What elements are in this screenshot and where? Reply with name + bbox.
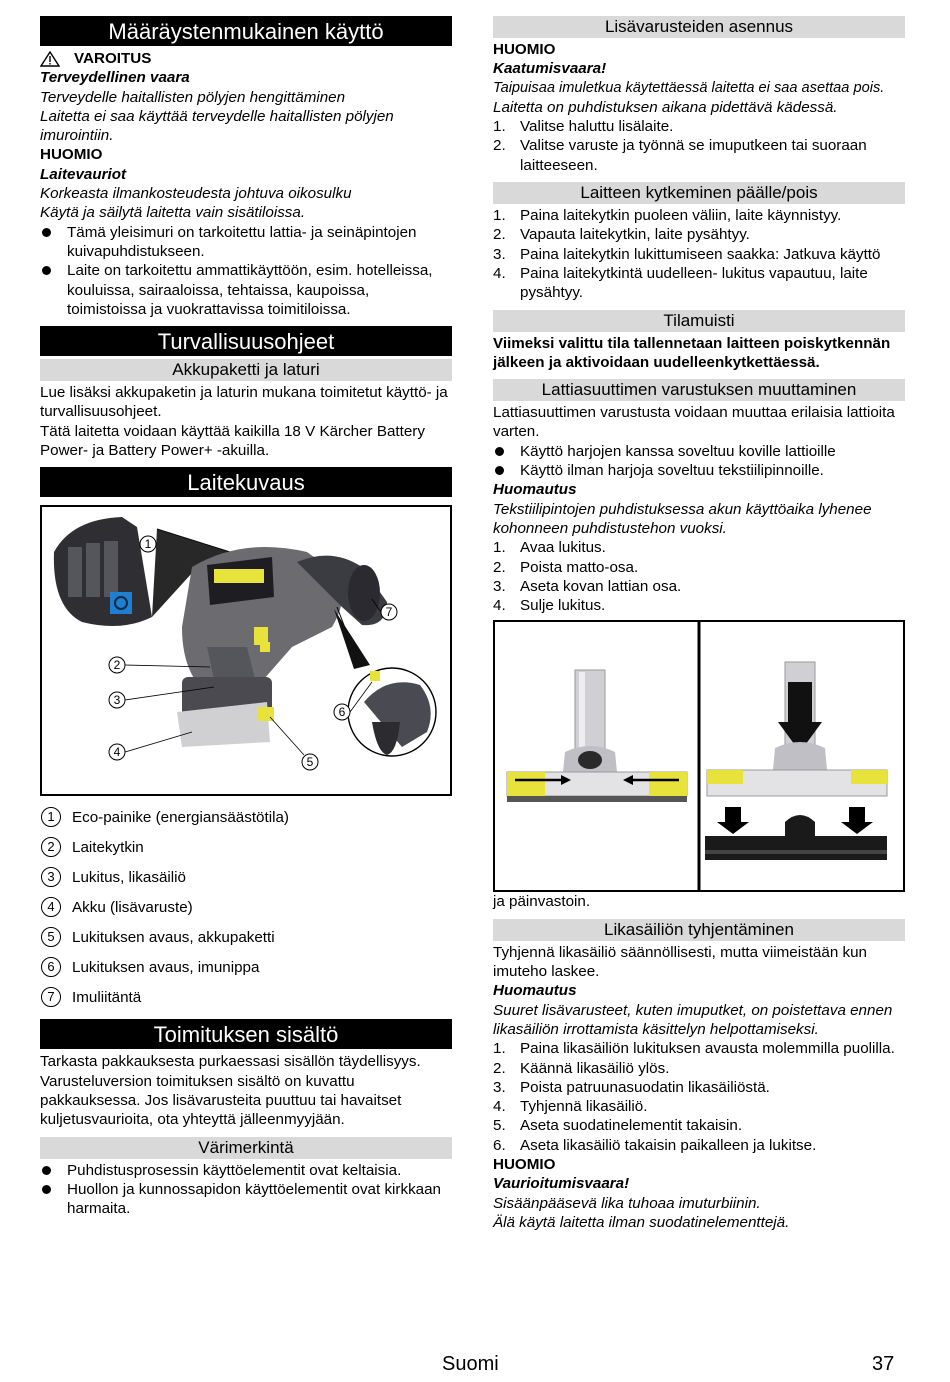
callout-5: 5 [306, 755, 314, 770]
bullet-item: Puhdistusprosessin käyttöelementit ovat keltaisia. [40, 1161, 452, 1180]
callout-7: 7 [385, 605, 393, 620]
legend-item-4: 4 Akku (lisävaruste) [40, 892, 452, 922]
notice-title: Kaatumisvaara! [493, 60, 607, 78]
step-item: 2. Vapauta laitekytkin, laite pysähtyy. [493, 226, 750, 244]
bullet-item: Laite on tarkoitettu ammattikäyttöön, esim. hotelleissa, kouluissa, sairaaloissa, tehtaissa, kaupoissa, toimistoissa ja vuokrattavissa toimitiloissa. [40, 261, 452, 319]
page-number: 37 [872, 1353, 895, 1375]
notice-title: Vaurioitumisvaara! [493, 1175, 630, 1193]
step-item: 3. Poista patruunasuodatin likasäiliöstä. [493, 1078, 770, 1096]
safety-line-2: Tätä laitetta voidaan käyttää kaikilla 18 V Kärcher Battery Power- ja Battery Power+ -akuilla. [40, 422, 425, 460]
step-item: 3. Aseta kovan lattian osa. [493, 577, 682, 595]
step-item: 6. Aseta likasäiliö takaisin paikalleen ja lukitse. [493, 1136, 817, 1154]
legend-item-5: 5 Lukituksen avaus, akkupaketti [40, 922, 452, 952]
safety-line-1: Lue lisäksi akkupaketin ja laturin mukana toimitetut käyttö- ja turvallisuusohjeet. [40, 384, 448, 421]
notice-line-2: Laitetta on puhdistuksen aikana pidettävä kädessä. [493, 98, 838, 116]
notice-label: HUOMIO [493, 1155, 556, 1173]
note-text: Tekstiilipintojen puhdistuksessa akun käyttöaika lyhenee kohonneen puhdistustehon vuoksi. [493, 500, 872, 537]
bullet-item: Käyttö ilman harjoja soveltuu tekstiilipinnoille. [493, 461, 905, 480]
note-text: Suuret lisävarusteet, kuten imuputket, on poistettava ennen likasäiliön irrottamista käsittelyn helpottamiseksi. [493, 1001, 893, 1038]
container-intro: Tyhjennä likasäiliö säännöllisesti, mutta viimeistään kun imuteho laskee. [493, 943, 867, 981]
callout-1: 1 [144, 537, 152, 552]
step-item: 2. Poista matto-osa. [493, 558, 639, 576]
left-column [40, 16, 452, 1218]
step-item: 2. Käännä likasäiliö ylös. [493, 1059, 670, 1077]
notice-label: HUOMIO [493, 41, 556, 58]
notice-title: Laitevauriot [40, 165, 127, 183]
warning-line-1: Terveydelle haitallisten pölyjen hengittäminen [40, 88, 346, 106]
bullet-item: Käyttö harjojen kanssa soveltuu koville lattioille [493, 442, 905, 461]
warning-triangle-icon [40, 51, 60, 67]
vacuum-device-image [42, 507, 450, 794]
heading-safety: Turvallisuusohjeet [40, 326, 452, 356]
notice-label: HUOMIO [40, 146, 103, 164]
floor-intro: Lattiasuuttimen varustusta voidaan muuttaa erilaisia lattioita varten. [493, 404, 895, 441]
step-item: 1. Paina laitekytkin puoleen väliin, laite käynnistyy. [493, 207, 842, 225]
step-item: 2. Valitse varuste ja työnnä se imuputkeen tai suoraan laitteeseen. [493, 137, 867, 174]
warning-title: Terveydellinen vaara [40, 69, 190, 87]
subheading-accessories: Lisävarusteiden asennus [493, 16, 905, 38]
warning-label: VAROITUS [74, 50, 152, 67]
notice-line-2: Älä käytä laitetta ilman suodatinelementtejä. [493, 1213, 790, 1231]
step-item: 4. Tyhjennä likasäiliö. [493, 1098, 648, 1116]
floor-nozzle-image [495, 622, 903, 890]
legend-item-7: 7 Imuliitäntä [40, 982, 452, 1012]
heading-intended-use: Määräystenmukainen käyttö [40, 16, 452, 46]
legend-item-1: 1 Eco-painike (energiansäästötila) [40, 802, 452, 832]
warning-line-2: Laitetta ei saa käyttää terveydelle haitallisten pölyjen imurointiin. [40, 107, 394, 145]
legend-item-2: 2 Laitekytkin [40, 832, 452, 862]
legend-item-6: 6 Lukituksen avaus, imunippa [40, 952, 452, 982]
floor-nozzle-illustration [493, 620, 905, 892]
callout-6: 6 [338, 705, 346, 720]
heading-delivery: Toimituksen sisältö [40, 1019, 452, 1049]
notice-line-1: Taipuisaa imuletkua käytettäessä laitetta ei saa asettaa pois. [493, 79, 885, 96]
notice-line-1: Sisäänpääsevä lika tuhoaa imuturbiinin. [493, 1194, 761, 1212]
callout-3: 3 [113, 693, 121, 708]
right-column [493, 16, 905, 1232]
subheading-memory: Tilamuisti [493, 310, 905, 332]
device-illustration [40, 505, 452, 796]
subheading-battery: Akkupaketti ja laturi [40, 359, 452, 381]
footer-language: Suomi [442, 1353, 499, 1375]
warning-line [40, 49, 452, 68]
callout-2: 2 [113, 658, 121, 673]
subheading-switch: Laitteen kytkeminen päälle/pois [493, 182, 905, 204]
step-item: 1. Valitse haluttu lisälaite. [493, 118, 674, 136]
after-figure-text: ja päinvastoin. [493, 893, 591, 911]
legend-item-3: 3 Lukitus, likasäiliö [40, 862, 452, 892]
notice-line-2: Käytä ja säilytä laitetta vain sisätiloissa. [40, 204, 306, 222]
bullet-item: Huollon ja kunnossapidon käyttöelementit ovat kirkkaan harmaita. [40, 1180, 452, 1219]
subheading-color-code: Värimerkintä [40, 1137, 452, 1159]
subheading-container: Likasäiliön tyhjentäminen [493, 919, 905, 941]
step-item: 4. Sulje lukitus. [493, 597, 606, 615]
notice-line-1: Korkeasta ilmankosteudesta johtuva oikosulku [40, 185, 352, 203]
memory-text: Viimeksi valittu tila tallennetaan laitteen poiskytkennän jälkeen ja aktivoidaan uudelleenkytkettäessä. [493, 334, 891, 371]
step-item: 1. Avaa lukitus. [493, 539, 606, 557]
step-item: 1. Paina likasäiliön lukituksen avausta molemmilla puolilla. [493, 1040, 895, 1058]
bullet-item: Tämä yleisimuri on tarkoitettu lattia- ja seinäpintojen kuivapuhdistukseen. [40, 223, 452, 262]
step-item: 4. Paina laitekytkintä uudelleen- lukitus vapautuu, laite pysähtyy. [493, 264, 868, 302]
subheading-floor-nozzle: Lattiasuuttimen varustuksen muuttaminen [493, 379, 905, 401]
note-label: Huomautus [493, 982, 577, 1000]
delivery-text: Tarkasta pakkauksesta purkaessasi sisällön täydellisyys. Varusteluversion toimituksen sisältö on kuvattu pakkauksessa. Jos lisävarusteita puuttuu tai havaitset kuljetusvaurioita, ota yhteyttä jälleenmyyjään. [40, 1053, 421, 1129]
step-item: 3. Paina laitekytkin lukittumiseen saakka: Jatkuva käyttö [493, 245, 881, 263]
note-label: Huomautus [493, 481, 577, 499]
heading-device: Laitekuvaus [40, 467, 452, 497]
callout-4: 4 [113, 745, 121, 760]
step-item: 5. Aseta suodatinelementit takaisin. [493, 1117, 743, 1135]
